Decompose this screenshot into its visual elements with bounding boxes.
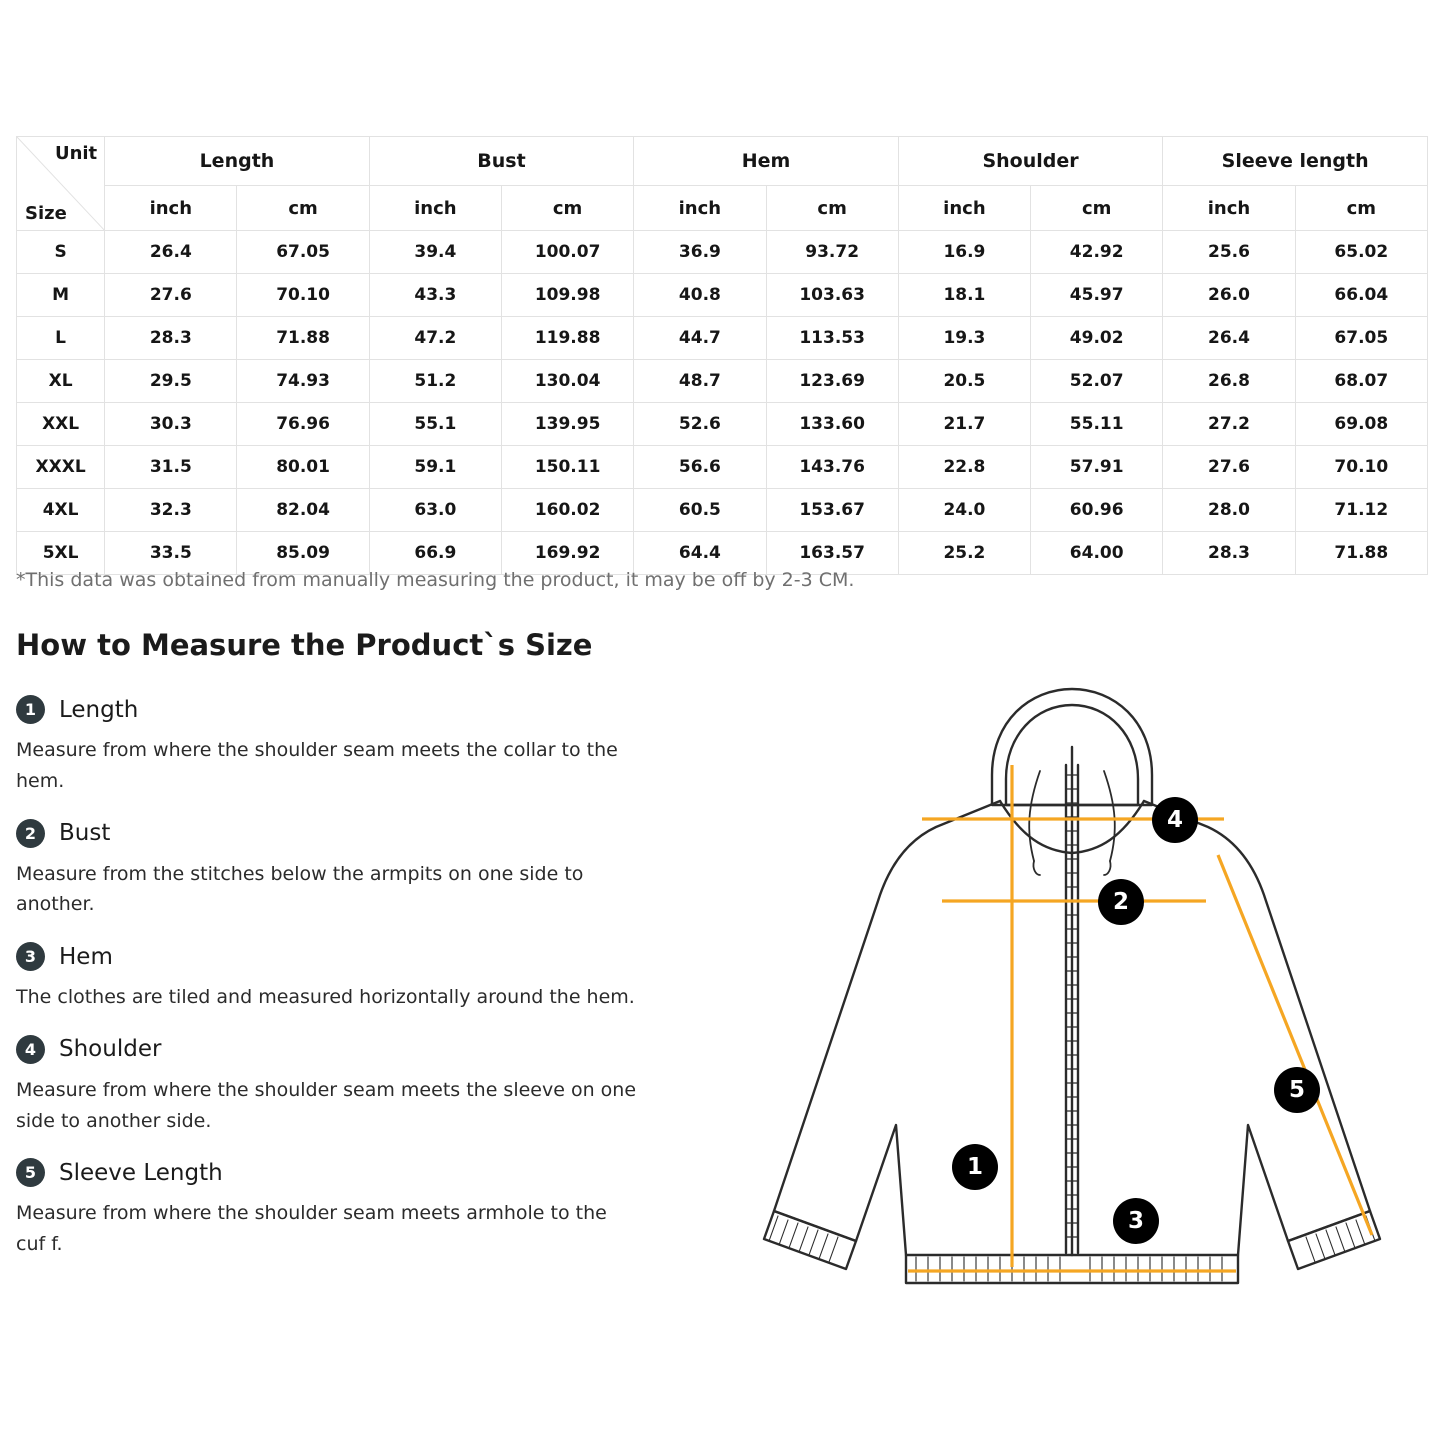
cell: 24.0 (898, 489, 1030, 532)
list-item (16, 819, 656, 921)
subheader-cm: cm (766, 186, 898, 231)
step-description: Measure from where the shoulder seam meets the collar to the hem. (16, 739, 618, 792)
cell: 100.07 (501, 231, 633, 274)
step-title: Length (59, 696, 139, 723)
table-row (17, 403, 1428, 446)
list-item (16, 942, 656, 1013)
cell: 163.57 (766, 532, 898, 575)
subheader-cm: cm (501, 186, 633, 231)
group-header-length: Length (105, 137, 370, 186)
cell: 39.4 (369, 231, 501, 274)
marker-4: 4 (1152, 797, 1198, 843)
row-size: XXL (17, 403, 105, 446)
cell: 109.98 (501, 274, 633, 317)
step-number-badge: 4 (16, 1035, 45, 1064)
cell: 130.04 (501, 360, 633, 403)
cell: 123.69 (766, 360, 898, 403)
subheader-cm: cm (237, 186, 369, 231)
table-row (17, 317, 1428, 360)
cell: 150.11 (501, 446, 633, 489)
step-number-badge: 5 (16, 1158, 45, 1187)
cell: 28.3 (1163, 532, 1295, 575)
cell: 32.3 (105, 489, 237, 532)
cell: 26.0 (1163, 274, 1295, 317)
page-title: How to Measure the Product`s Size (16, 628, 593, 662)
group-header-bust: Bust (369, 137, 634, 186)
cell: 139.95 (501, 403, 633, 446)
cell: 66.04 (1295, 274, 1427, 317)
table-header-groups (17, 137, 1428, 186)
step-header (16, 695, 656, 724)
cell: 103.63 (766, 274, 898, 317)
cell: 57.91 (1031, 446, 1163, 489)
row-size: 4XL (17, 489, 105, 532)
measurement-disclaimer: *This data was obtained from manually measuring the product, it may be off by 2-3 CM. (16, 569, 855, 591)
row-size: XXXL (17, 446, 105, 489)
cell: 31.5 (105, 446, 237, 489)
cell: 48.7 (634, 360, 766, 403)
cell: 160.02 (501, 489, 633, 532)
list-item (16, 1158, 656, 1260)
cell: 113.53 (766, 317, 898, 360)
cell: 51.2 (369, 360, 501, 403)
cell: 26.4 (105, 231, 237, 274)
step-header (16, 1035, 656, 1064)
list-item (16, 695, 656, 797)
table-header-units (17, 186, 1428, 231)
marker-2: 2 (1098, 879, 1144, 925)
cell: 47.2 (369, 317, 501, 360)
step-number-badge: 3 (16, 942, 45, 971)
step-title: Sleeve Length (59, 1159, 223, 1186)
cell: 28.3 (105, 317, 237, 360)
cell: 29.5 (105, 360, 237, 403)
cell: 82.04 (237, 489, 369, 532)
subheader-inch: inch (1163, 186, 1295, 231)
cell: 70.10 (1295, 446, 1427, 489)
cell: 65.02 (1295, 231, 1427, 274)
cell: 93.72 (766, 231, 898, 274)
cell: 25.6 (1163, 231, 1295, 274)
cell: 27.6 (105, 274, 237, 317)
step-header (16, 819, 656, 848)
measure-steps-list (16, 695, 656, 1282)
cell: 16.9 (898, 231, 1030, 274)
step-title: Shoulder (59, 1036, 162, 1063)
list-item (16, 1035, 656, 1137)
cell: 67.05 (1295, 317, 1427, 360)
cell: 19.3 (898, 317, 1030, 360)
cell: 69.08 (1295, 403, 1427, 446)
cell: 42.92 (1031, 231, 1163, 274)
cell: 25.2 (898, 532, 1030, 575)
row-size: L (17, 317, 105, 360)
marker-3: 3 (1113, 1198, 1159, 1244)
cell: 26.8 (1163, 360, 1295, 403)
cell: 43.3 (369, 274, 501, 317)
step-description: Measure from where the shoulder seam meets the sleeve on one side to another side. (16, 1078, 637, 1132)
size-table-container (16, 136, 1428, 575)
row-size: S (17, 231, 105, 274)
table-row (17, 231, 1428, 274)
cell: 49.02 (1031, 317, 1163, 360)
cell: 59.1 (369, 446, 501, 489)
group-header-sleeve-length: Sleeve length (1163, 137, 1428, 186)
cell: 36.9 (634, 231, 766, 274)
cell: 70.10 (237, 274, 369, 317)
step-number-badge: 2 (16, 819, 45, 848)
cell: 30.3 (105, 403, 237, 446)
cell: 26.4 (1163, 317, 1295, 360)
cell: 169.92 (501, 532, 633, 575)
subheader-cm: cm (1295, 186, 1427, 231)
group-header-hem: Hem (634, 137, 899, 186)
cell: 63.0 (369, 489, 501, 532)
cell: 119.88 (501, 317, 633, 360)
subheader-inch: inch (105, 186, 237, 231)
cell: 18.1 (898, 274, 1030, 317)
cell: 60.96 (1031, 489, 1163, 532)
row-size: XL (17, 360, 105, 403)
cell: 74.93 (237, 360, 369, 403)
subheader-cm: cm (1031, 186, 1163, 231)
subheader-inch: inch (369, 186, 501, 231)
cell: 44.7 (634, 317, 766, 360)
step-title: Bust (59, 820, 111, 847)
cell: 66.9 (369, 532, 501, 575)
cell: 27.2 (1163, 403, 1295, 446)
cell: 71.88 (237, 317, 369, 360)
cell: 21.7 (898, 403, 1030, 446)
cell: 64.4 (634, 532, 766, 575)
cell: 20.5 (898, 360, 1030, 403)
cell: 76.96 (237, 403, 369, 446)
size-table (16, 136, 1428, 575)
cell: 85.09 (237, 532, 369, 575)
cell: 56.6 (634, 446, 766, 489)
table-row (17, 446, 1428, 489)
step-description: Measure from the stitches below the armpits on one side to another. (16, 862, 584, 916)
table-row (17, 360, 1428, 403)
cell: 143.76 (766, 446, 898, 489)
cell: 22.8 (898, 446, 1030, 489)
cell: 27.6 (1163, 446, 1295, 489)
cell: 67.05 (237, 231, 369, 274)
step-description: Measure from where the shoulder seam meets armhole to the cuf f. (16, 1202, 607, 1256)
cell: 28.0 (1163, 489, 1295, 532)
marker-5: 5 (1274, 1067, 1320, 1113)
cell: 71.88 (1295, 532, 1427, 575)
cell: 64.00 (1031, 532, 1163, 575)
step-header (16, 1158, 656, 1187)
cell: 40.8 (634, 274, 766, 317)
size-label: Size (25, 203, 67, 224)
step-header (16, 942, 656, 971)
cell: 153.67 (766, 489, 898, 532)
row-size: M (17, 274, 105, 317)
cell: 133.60 (766, 403, 898, 446)
step-number-badge: 1 (16, 695, 45, 724)
subheader-inch: inch (898, 186, 1030, 231)
table-row (17, 489, 1428, 532)
hoodie-illustration-icon (700, 655, 1430, 1315)
cell: 33.5 (105, 532, 237, 575)
cell: 60.5 (634, 489, 766, 532)
cell: 55.1 (369, 403, 501, 446)
unit-label: Unit (54, 143, 98, 164)
cell: 45.97 (1031, 274, 1163, 317)
step-title: Hem (59, 943, 113, 970)
cell: 68.07 (1295, 360, 1427, 403)
garment-diagram (700, 655, 1430, 1315)
marker-1: 1 (952, 1144, 998, 1190)
cell: 52.6 (634, 403, 766, 446)
cell: 80.01 (237, 446, 369, 489)
subheader-inch: inch (634, 186, 766, 231)
cell: 71.12 (1295, 489, 1427, 532)
step-description: The clothes are tiled and measured horizontally around the hem. (16, 986, 635, 1009)
table-corner-cell (17, 137, 105, 231)
row-size: 5XL (17, 532, 105, 575)
cell: 55.11 (1031, 403, 1163, 446)
table-row (17, 274, 1428, 317)
measure-guides (908, 765, 1372, 1271)
group-header-shoulder: Shoulder (898, 137, 1163, 186)
cell: 52.07 (1031, 360, 1163, 403)
